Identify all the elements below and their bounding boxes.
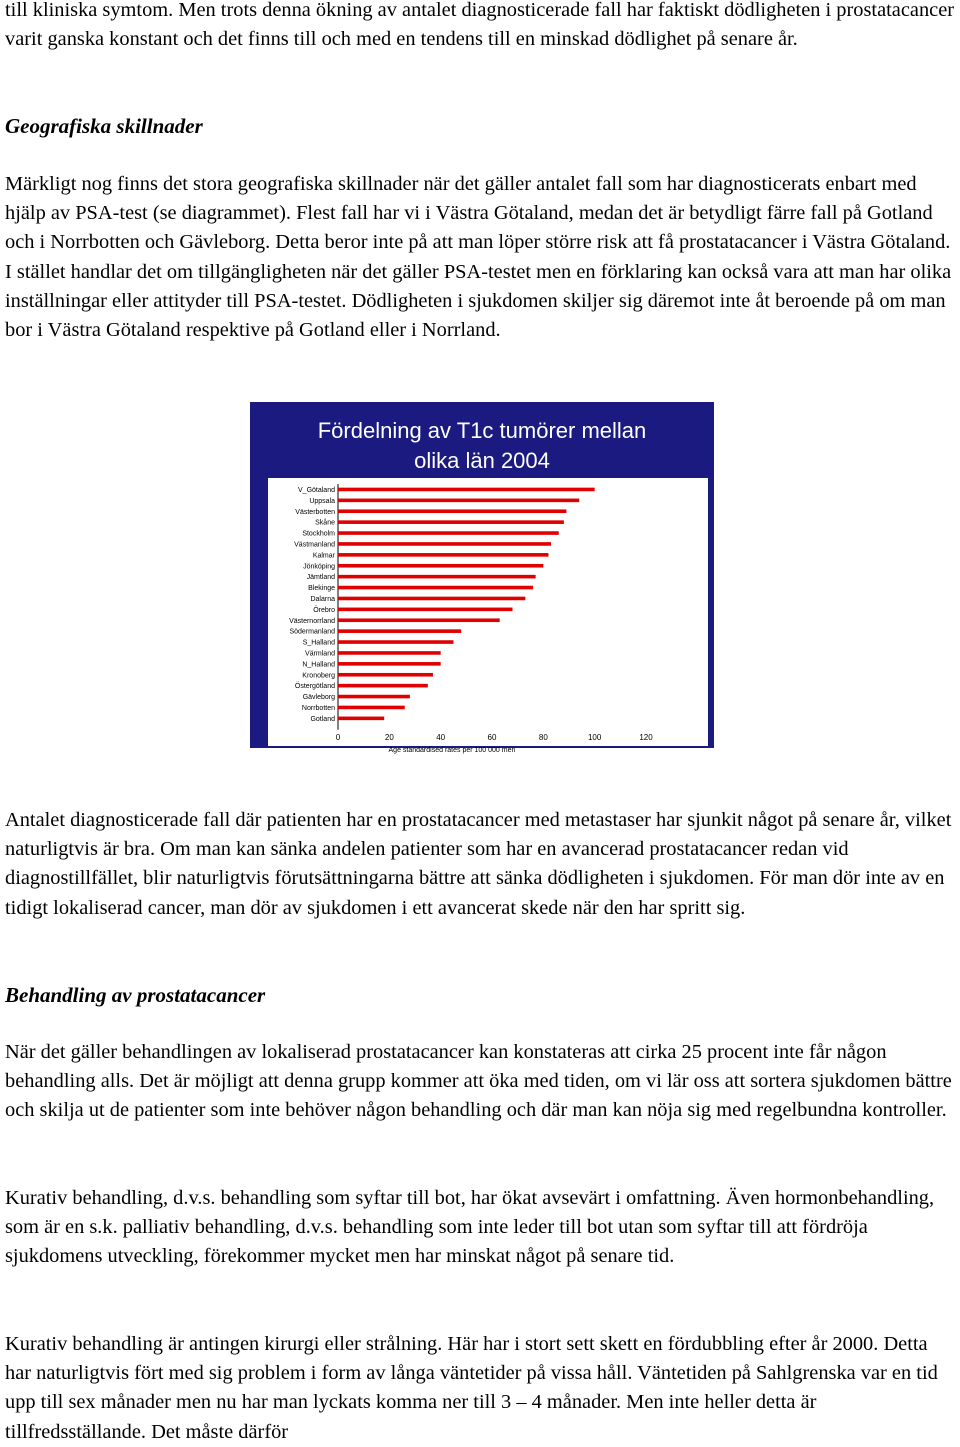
x-tick-label: 100 [587,732,602,742]
intro-paragraph: till kliniska symtom. Men trots denna ökning av antalet diagnosticerade fall har faktiskt dödligheten i prostatacancer varit ganska konstant och det finns till och med en tendens till en minskad dödlighet på senare år. [5,0,955,51]
category-label: Gävleborg [302,694,335,702]
section-heading-behandling: Behandling av prostatacancer [5,983,266,1007]
bar [338,531,559,535]
bar [338,717,384,721]
category-label: Stockholm [302,530,335,538]
bar [338,608,513,612]
bar [338,597,525,601]
bar [338,662,441,666]
category-label: V_Götaland [298,486,335,494]
category-label: Västernorrland [289,617,335,625]
bar [338,542,551,546]
section-heading-geografiska: Geografiska skillnader [5,114,203,138]
bar [338,640,454,644]
bar [338,684,428,688]
geography-paragraph: Märkligt nog finns det stora geografiska skillnader när det gäller antalet fall som har diagnosticerats enbart med hjälp av PSA-test (se diagrammet). Flest fall har vi i Västra Götaland, medan det är betydligt färre fall på Gotland och i Norrbotten och Gävleborg. Detta beror inte på att man löper större risk att få prostatacancer i Västra Götaland. I stället handlar det om tillgängligheten när det gäller PSA-testet men en förklaring kan också vara att man har olika inställningar eller attityder till PSA-testet. Dödligheten i sjukdomen skiljer sig däremot inte åt beroende på om man bor i Västra Götaland respektive på Gotland eller i Norrland. [5,173,952,342]
chart-figure [250,402,714,754]
category-label: Kalmar [312,552,335,560]
bar [338,629,461,633]
metastases-paragraph: Antalet diagnosticerade fall där patienten har en prostatacancer med metastaser har sjunkit något på senare år, vilket naturligtvis är bra. Om man kan sänka andelen patienter som har en avancerad prostatacancer redan vid diagnostillfället, blir naturligtvis förutsättningarna bättre att sänka dödligheten i sjukdomen. För man dör inte av en tidigt lokaliserad cancer, man dör av sjukdomen i ett avancerat skede när den har spritt sig. [5,809,952,919]
bar [338,488,595,492]
category-label: Skåne [315,519,335,527]
bar [338,695,410,699]
bar [338,651,441,655]
category-label: S_Halland [302,639,335,647]
category-label: Blekinge [308,585,335,593]
bar [338,575,536,579]
bar [338,618,500,622]
chart-title-line2: olika län 2004 [414,448,550,473]
category-label: Örebro [313,606,335,614]
category-label: Jämtland [306,574,335,582]
x-tick-label: 20 [384,732,394,742]
treatment-paragraph-3: Kurativ behandling är antingen kirurgi eller strålning. Här har i stort sett skett en fördubbling efter år 2000. Detta har naturligtvis fört med sig problem i form av långa väntetider på vissa håll. Väntetiden på Sahlgrenska var en tid upp till sex månader men nu har man lyckats komma ner till 3 – 4 månader. Men inte heller detta är tillfredsställande. Det måste därför [5,1333,938,1443]
x-tick-label: 60 [487,732,497,742]
treatment-paragraph-1: När det gäller behandlingen av lokaliserad prostatacancer kan konstateras att cirka 25 procent inte får någon behandling alls. Det är möjligt att denna grupp kommer att öka med tiden, om vi lär oss att sortera sjukdomen bättre och skilja ut de patienter som inte behöver någon behandling och där man kan nöja sig med regelbundna kontroller. [5,1041,952,1122]
category-label: Södermanland [289,628,335,636]
x-tick-label: 80 [538,732,548,742]
bar [338,586,533,590]
category-label: N_Halland [302,661,335,669]
bar [338,553,548,557]
category-label: Västmanland [294,541,335,549]
category-label: Västerbotten [295,508,335,516]
bar [338,564,543,568]
category-label: Värmland [305,650,335,658]
category-label: Jönköping [303,563,335,571]
bar [338,673,433,677]
bar [338,520,564,524]
category-label: Gotland [310,715,335,723]
bar-chart [268,478,708,754]
treatment-paragraph-2: Kurativ behandling, d.v.s. behandling som syftar till bot, har ökat avsevärt i omfattning. Även hormonbehandling, som är en s.k. palliativ behandling, d.v.s. behandling som inte leder till bot utan som syftar till att fördröja sjukdomens utveckling, förekommer mycket men har minskat något på senare tid. [5,1187,935,1268]
bar [338,509,566,513]
x-tick-label: 0 [335,732,341,742]
bar [338,706,405,710]
category-label: Östergötland [294,683,335,691]
bar [338,499,579,503]
category-label: Uppsala [309,497,335,505]
category-label: Norrbotten [301,704,335,712]
x-tick-label: 40 [436,732,446,742]
category-label: Kronoberg [302,672,335,680]
x-axis-label: Age standardised rates per 100 000 men [388,746,516,754]
category-label: Dalarna [310,595,335,603]
x-tick-label: 120 [639,732,653,742]
chart-title-line1: Fördelning av T1c tumörer mellan [317,418,647,443]
chart-title [250,416,714,476]
